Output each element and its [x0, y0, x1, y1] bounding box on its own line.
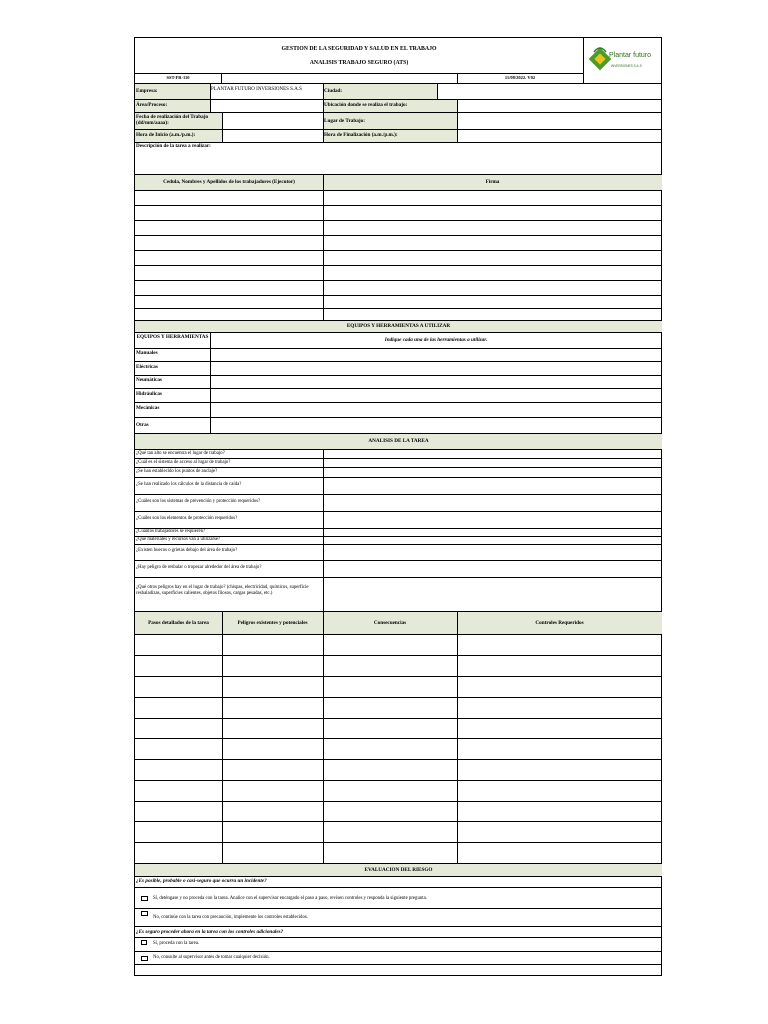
logo-subtext: INVERSIONES S.A.S — [611, 64, 642, 68]
form-code: SST-FR-110 — [166, 75, 190, 80]
pasos-row-2[interactable] — [135, 656, 662, 676]
company-logo — [587, 40, 657, 78]
question-2: ¿Cuál es el sistema de acceso al lugar de trabajo? — [136, 460, 231, 465]
evaluacion-question-1: ¿Es posible, probable o casi-seguro que ocurra un incidente? — [136, 878, 267, 884]
title-line2: ANALISIS TRABAJO SEGURO (ATS) — [309, 60, 409, 66]
ciudad-label: Ciudad: — [324, 88, 343, 94]
answer-6[interactable] — [324, 512, 662, 528]
worker-row-6[interactable] — [135, 266, 662, 280]
answer-7[interactable] — [324, 529, 662, 536]
evaluacion-question-2: ¿Es seguro proceder ahora en la tarea con los controles adicionales? — [136, 929, 284, 935]
equipo-otras: Otras — [136, 422, 149, 428]
workers-col-name: Cedula, Nombres y Apellidos de los trabajadores (Ejecutor) — [163, 179, 295, 185]
equipo-electricas: Eléctricas — [136, 364, 158, 370]
form-date-version: 11/08/2022. V02 — [504, 75, 536, 80]
area-field[interactable] — [211, 100, 322, 112]
equipo-field-electricas[interactable] — [211, 362, 662, 375]
ubicacion-field[interactable] — [458, 100, 662, 112]
q2-no-checkbox[interactable] — [141, 956, 148, 961]
empresa-label: Empresa: — [136, 88, 158, 94]
question-1: ¿Qué tan alto se encuentra el lugar de trabajo? — [136, 451, 225, 456]
q1-no-label: No, continúe con la tarea con precaución, implemente los controles establecidos. — [153, 915, 308, 920]
pasos-row-7[interactable] — [135, 760, 662, 780]
answer-1[interactable] — [324, 450, 662, 458]
equipos-instruction: Indique cada una de las herramientas a utilizar. — [384, 337, 488, 343]
empresa-value[interactable]: PLANTAR FUTURO INVERSIONES S.A.S — [211, 87, 302, 92]
pasos-row-6[interactable] — [135, 739, 662, 759]
pasos-col-peligros: Peligros existentes y potenciales — [237, 620, 308, 626]
hora-fin-field[interactable] — [458, 130, 662, 142]
q2-yes-label: Sí, proceda con la tarea. — [153, 941, 200, 946]
pasos-row-1[interactable] — [135, 635, 662, 655]
area-label: Área/Proceso: — [136, 102, 168, 108]
question-7: ¿Cuantos trabajadores se requieren? — [136, 529, 206, 534]
worker-row-9[interactable] — [135, 309, 662, 320]
evaluacion-title: EVALUACION DEL RIESGO — [364, 867, 433, 873]
pasos-row-10[interactable] — [135, 822, 662, 842]
pasos-col-pasos: Pasos detallados de la tarea — [148, 620, 209, 626]
worker-row-5[interactable] — [135, 251, 662, 265]
answer-8[interactable] — [324, 537, 662, 544]
pasos-row-4[interactable] — [135, 698, 662, 718]
ats-form — [134, 37, 662, 976]
question-9: ¿Existen huecos o grietas debajo del área de trabajo? — [136, 548, 238, 553]
pasos-row-11[interactable] — [135, 843, 662, 863]
question-4: ¿Se han realizado los cálculos de la distancia de caída? — [136, 482, 242, 487]
logo-text: Plantar futuro — [609, 52, 652, 59]
equipo-neumaticas: Neumáticas — [136, 377, 162, 383]
worker-row-7[interactable] — [135, 281, 662, 295]
pasos-col-controles: Controles Requeridos — [535, 620, 584, 626]
hora-inicio-label: Hora de Inicio (a.m./p.m.): — [136, 132, 196, 138]
equipos-col-header: EQUIPOS Y HERRAMIENTAS — [136, 334, 209, 340]
question-3: ¿Se han establecido los puntos de anclaje? — [136, 469, 218, 474]
question-10: ¿Hay peligro de resbalar o tropezar alrededor del área de trabajo? — [136, 565, 262, 570]
ciudad-field[interactable] — [438, 84, 662, 98]
q2-no-label: No, consulte al supervisor antes de tomar cualquier decisión. — [153, 955, 270, 960]
answer-9[interactable] — [324, 545, 662, 560]
q1-yes-checkbox[interactable] — [141, 896, 148, 901]
equipos-title: EQUIPOS Y HERRAMIENTAS A UTILIZAR — [346, 323, 451, 329]
answer-5[interactable] — [324, 495, 662, 511]
worker-row-4[interactable] — [135, 236, 662, 250]
question-8: ¿Qué materiales y recursos van a utilizarse? — [136, 537, 221, 542]
q1-no-checkbox[interactable] — [141, 911, 148, 916]
descripcion-label: Descripción de la tarea a realizar: — [136, 143, 211, 149]
pasos-row-5[interactable] — [135, 719, 662, 738]
worker-row-1[interactable] — [135, 191, 662, 205]
answer-2[interactable] — [324, 459, 662, 467]
fecha-label: Fecha de realización del Trabajo (dd/mm/aaaa): — [136, 114, 209, 126]
equipo-manuales: Manuales — [136, 350, 158, 356]
descripcion-field[interactable] — [136, 150, 661, 173]
pasos-row-8[interactable] — [135, 781, 662, 801]
answer-11[interactable] — [324, 578, 662, 611]
pasos-row-3[interactable] — [135, 677, 662, 697]
worker-row-8[interactable] — [135, 296, 662, 308]
equipo-field-hidraulicas[interactable] — [211, 389, 662, 402]
lugar-field[interactable] — [458, 113, 662, 129]
question-5: ¿Cuáles son los sistemas de prevención y protección requeridos? — [136, 499, 261, 504]
equipo-field-otras[interactable] — [211, 418, 662, 433]
title-line1: GESTION DE LA SEGURIDAD Y SALUD EN EL TRABAJO — [281, 46, 437, 52]
question-11: ¿Qué otros peligros hay en el lugar de trabajo? (chispas, electricidad, químicos, superficie resbaladizas, superficies calientes, objetos filosos, cargas pesadas, etc.) — [136, 585, 309, 596]
lugar-label: Lugar de Trabajo: — [324, 118, 365, 124]
pasos-row-9[interactable] — [135, 802, 662, 821]
hora-fin-label: Hora de Finalización (a.m./p.m.): — [324, 132, 398, 138]
analisis-title: ANALISIS DE LA TAREA — [368, 438, 429, 444]
fecha-field[interactable] — [223, 113, 322, 129]
ubicacion-label: Ubicación donde se realiza el trabajo: — [324, 102, 408, 108]
q2-yes-checkbox[interactable] — [141, 940, 147, 945]
worker-row-3[interactable] — [135, 221, 662, 235]
answer-3[interactable] — [324, 468, 662, 477]
question-6: ¿Cuáles son los elementos de protección requeridos? — [136, 516, 238, 521]
equipo-field-neumaticas[interactable] — [211, 376, 662, 388]
equipo-field-mecanicas[interactable] — [211, 403, 662, 417]
worker-row-2[interactable] — [135, 206, 662, 220]
pasos-col-consecuencias: Consecuencias — [373, 620, 407, 626]
equipo-field-manuales[interactable] — [211, 349, 662, 361]
q1-yes-label: Sí, deténgase y no proceda con la tarea. Analice con el supervisor encargado el paso a paso, revisen controles y responda la siguiente pregunta. — [153, 896, 427, 901]
workers-col-firma: Firma — [485, 179, 500, 185]
equipo-hidraulicas: Hidráulicas — [136, 391, 162, 397]
answer-4[interactable] — [324, 478, 662, 494]
equipo-mecanicas: Mecánicas — [136, 405, 160, 411]
hora-inicio-field[interactable] — [223, 130, 322, 142]
answer-10[interactable] — [324, 561, 662, 577]
